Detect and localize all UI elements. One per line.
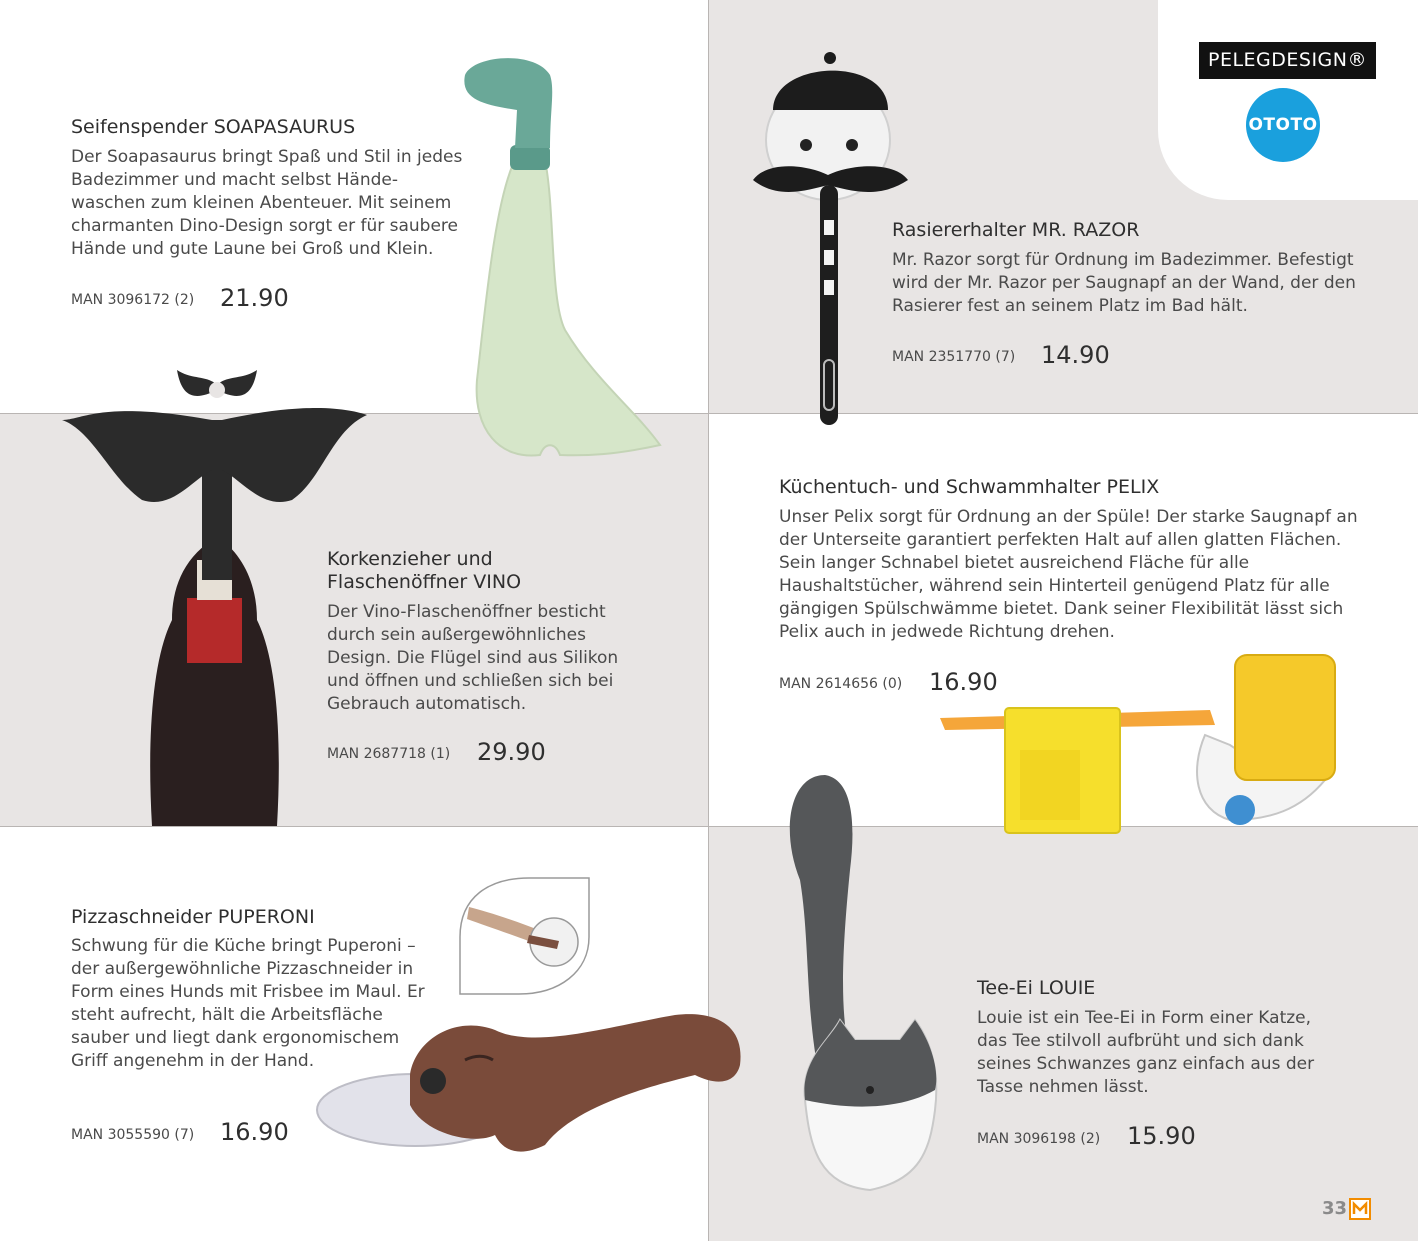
product-price-vino: 29.90 xyxy=(477,738,546,766)
product-article-number-soapasaurus: MAN 3096172 (2) xyxy=(71,292,195,308)
puperoni-detail-image xyxy=(459,877,590,995)
product-price-puperoni: 16.90 xyxy=(220,1118,289,1146)
product-description-mr-razor: Mr. Razor sorgt für Ordnung im Badezimmer. Befestigt wird der Mr. Razor per Saugnapf an der Wand, der den Rasierer fest an seinem Platz im Bad hält. xyxy=(892,250,1356,316)
product-article-number-louie: MAN 3096198 (2) xyxy=(977,1131,1101,1147)
migros-logo-icon xyxy=(1349,1198,1371,1220)
product-description-louie: Louie ist ein Tee-Ei in Form einer Katze, das Tee stilvoll aufbrüht und sich dank seines Schwanzes ganz einfach aus der Tasse nehmen lässt. xyxy=(977,1008,1315,1097)
product-title-soapasaurus: Seifenspender SOAPASAURUS xyxy=(71,116,356,138)
product-article-number-mr-razor: MAN 2351770 (7) xyxy=(892,349,1016,365)
vino-image xyxy=(62,360,367,826)
product-price-pelix: 16.90 xyxy=(929,668,998,696)
product-title-puperoni: Pizzaschneider PUPERONI xyxy=(71,906,315,928)
product-price-louie: 15.90 xyxy=(1127,1122,1196,1150)
mr-razor-image xyxy=(748,50,918,435)
product-description-soapasaurus: Der Soapasaurus bringt Spaß und Stil in jedes Badezimmer und macht selbst Hände-waschen zum kleinen Abenteuer. Mit seinem charmanten Dino-Design sorgt er für saubere Hände und gute Laune bei Groß und Klein. xyxy=(71,147,463,259)
puperoni-image xyxy=(315,995,755,1155)
product-description-vino: Der Vino-Flaschenöffner besticht durch sein außergewöhnliches Design. Die Flügel sind aus Silikon und öffnen und schließen sich bei Gebrauch automatisch. xyxy=(327,602,619,714)
product-price-soapasaurus: 21.90 xyxy=(220,284,289,312)
product-article-number-pelix: MAN 2614656 (0) xyxy=(779,676,903,692)
product-title-louie: Tee-Ei LOUIE xyxy=(977,977,1096,999)
louie-image xyxy=(760,770,960,1200)
product-title-vino-line2: Flaschenöffner VINO xyxy=(327,571,522,593)
product-description-pelix: Unser Pelix sorgt für Ordnung an der Spüle! Der starke Saugnapf an der Unterseite garantiert perfekten Halt auf allen glatten Flächen. Sein langer Schnabel bietet ausreichend Fläche für alle Haushaltstücher, während sein Hinterteil genügend Platz für alle gängigen Spülschwämme bietet. Dank seiner Flexibilität lässt sich Pelix auch in jedwede Richtung drehen. xyxy=(779,507,1358,642)
product-price-mr-razor: 14.90 xyxy=(1041,341,1110,369)
product-title-vino-line1: Korkenzieher und xyxy=(327,548,493,570)
product-article-number-puperoni: MAN 3055590 (7) xyxy=(71,1127,195,1143)
product-description-puperoni: Schwung für die Küche bringt Puperoni – der außergewöhnliche Pizzaschneider in Form eines Hunds mit Frisbee im Maul. Er steht aufrecht, hält die Arbeitsfläche sauber und liegt dank ergonomischem Griff angenehm in der Hand. xyxy=(71,936,425,1071)
product-title-mr-razor: Rasiererhalter MR. RAZOR xyxy=(892,219,1140,241)
pelix-image xyxy=(940,650,1340,840)
product-article-number-vino: MAN 2687718 (1) xyxy=(327,746,451,762)
product-title-pelix: Küchentuch- und Schwammhalter PELIX xyxy=(779,476,1160,498)
pelegdesign-logo: PELEGDESIGN® xyxy=(1199,42,1376,79)
page-number: 33 xyxy=(1322,1198,1348,1219)
ototo-logo: OTOTO xyxy=(1246,88,1320,162)
soapasaurus-image xyxy=(455,50,680,470)
